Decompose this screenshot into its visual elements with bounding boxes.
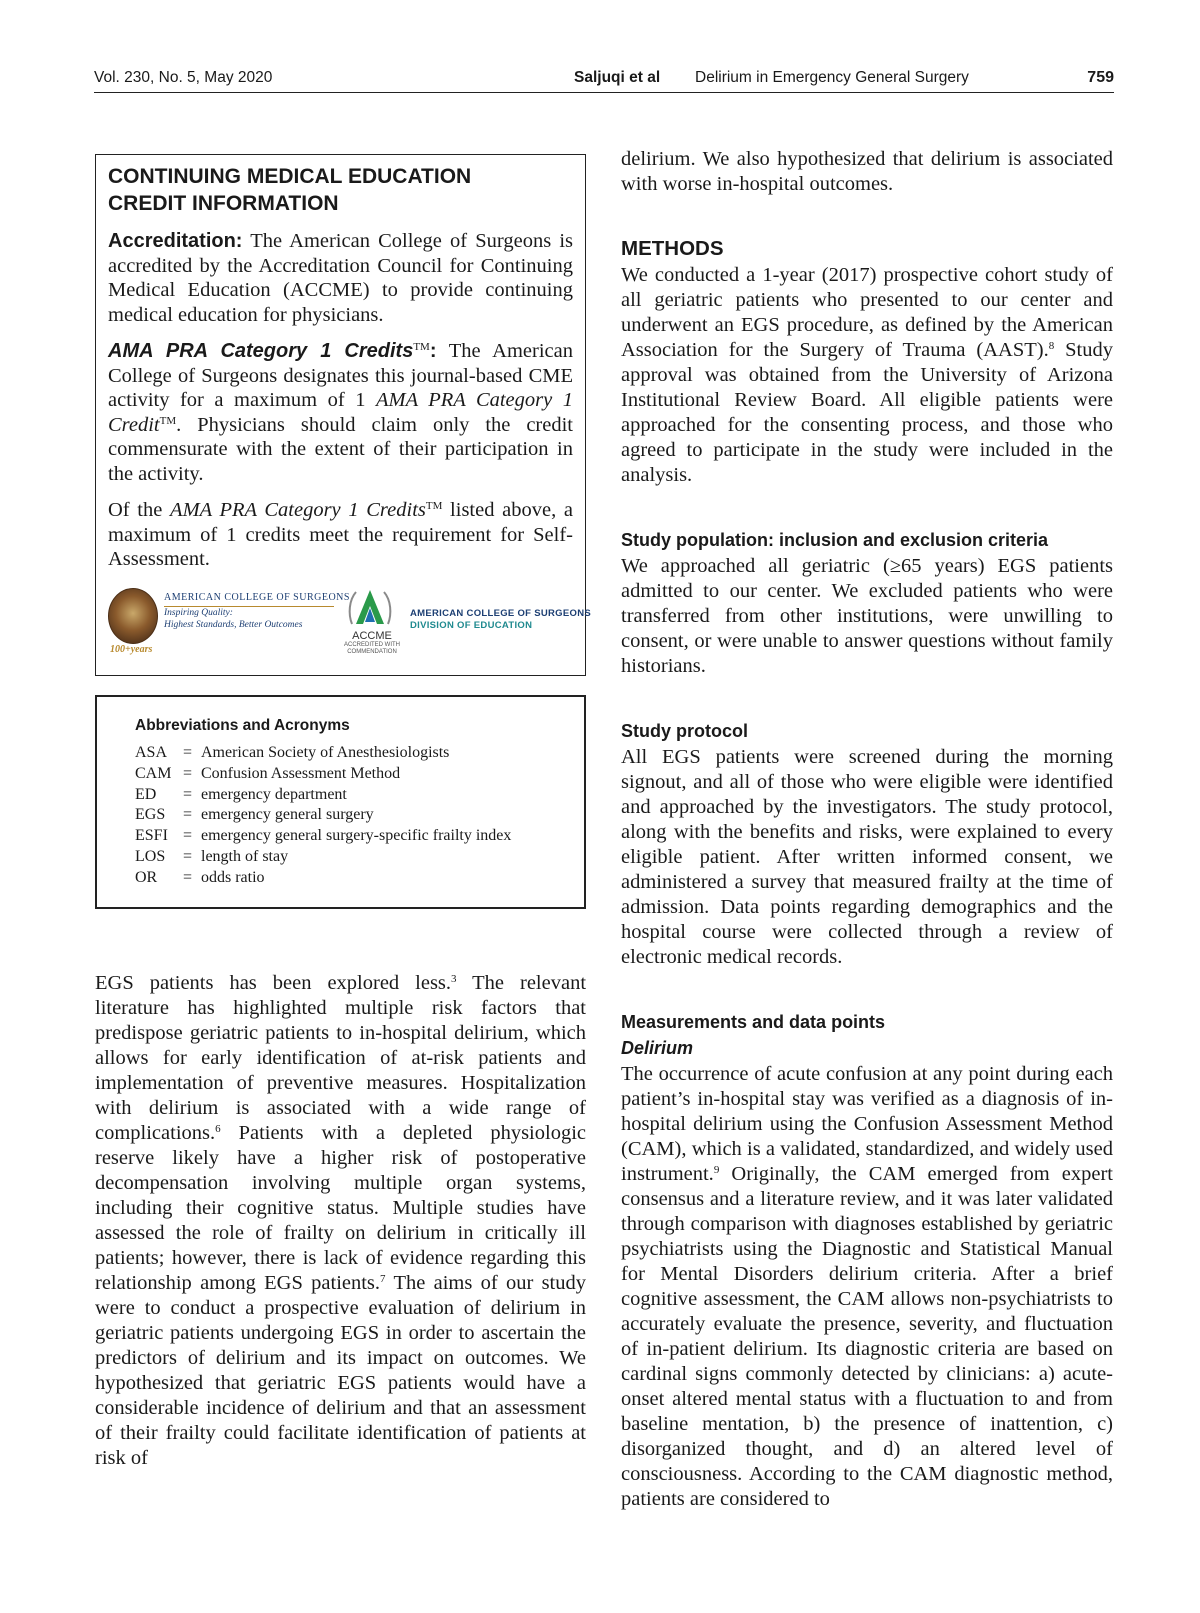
- cme-credit-box: [95, 154, 591, 676]
- abbreviation-row: [135, 743, 584, 764]
- abbreviation-equals: =: [183, 806, 193, 824]
- ama-text-tm: TM: [159, 414, 177, 427]
- left-column: [95, 971, 586, 1471]
- abbreviation-key: ED: [135, 785, 157, 803]
- citation-6[interactable]: 6: [215, 1123, 221, 1135]
- cme-title: [108, 163, 573, 217]
- abbreviation-row: [135, 847, 584, 868]
- page-number: 759: [1087, 69, 1114, 86]
- acs-name: AMERICAN COLLEGE OF SURGEONS: [164, 591, 350, 603]
- methods-text-b: Study approval was obtained from the University of Arizona Institutional Review Board. All eligible patients were approached for the consenting process, and those who agreed to participate in the study were included in the analysis.: [621, 339, 1113, 486]
- delirium-heading: Delirium: [621, 1038, 694, 1058]
- abbreviation-equals: =: [183, 764, 193, 782]
- ama-lead-tm: TM: [413, 341, 430, 353]
- study-protocol-heading: Study protocol: [621, 721, 748, 741]
- hypothesis-paragraph: delirium. We also hypothesized that delirium is associated with worse in-hospital outcomes.: [621, 148, 1113, 195]
- methods-text-a: We conducted a 1-year (2017) prospective cohort study of all geriatric patients who presented to our center and underwent an EGS procedure, as defined by the American Association for the Surgery of Trauma (AAST).: [621, 264, 1113, 361]
- measurements-heading: Measurements and data points: [621, 1012, 886, 1032]
- division-line-1: AMERICAN COLLEGE OF SURGEONS: [410, 607, 591, 619]
- citation-8[interactable]: 8: [1048, 340, 1055, 352]
- delirium-paragraph: [621, 1062, 1113, 1512]
- intro-text-a: EGS patients has been explored less.: [95, 972, 452, 994]
- self-text-a: Of the: [108, 499, 171, 521]
- running-authors: Saljuqi et al: [574, 69, 661, 86]
- self-assessment-paragraph: [108, 498, 573, 572]
- ama-lead: AMA PRA Category 1 Credits: [108, 340, 414, 362]
- abbreviation-equals: =: [183, 847, 193, 865]
- intro-text-b: The relevant literature has highlighted multiple risk factors that predispose geriatric patients to in-hospital delirium, which allows for early identification of at-risk patients and implementation of preventive measures. Hospitalization with delirium is associated with a wide range of complications.: [95, 972, 587, 1144]
- intro-paragraph: [95, 971, 586, 1471]
- cme-title-line1: CONTINUING MEDICAL EDUCATION: [108, 165, 472, 188]
- abbreviations-title: Abbreviations and Acronyms: [135, 717, 350, 734]
- acs-seal-icon: [108, 588, 158, 644]
- abbreviation-key: ESFI: [135, 827, 168, 845]
- abbreviation-row: [135, 764, 584, 785]
- abbreviation-equals: =: [183, 868, 193, 886]
- accme-commendation: ACCREDITED WITH COMMENDATION: [344, 641, 400, 655]
- acs-years-label: 100+years: [110, 643, 153, 655]
- accreditation-text: The American College of Surgeons is accredited by the Accreditation Council for Continuing Medical Education (ACCME) to provide continuing medical education for physicians.: [108, 230, 573, 326]
- accme-logo-icon: [346, 584, 394, 634]
- study-protocol-paragraph: All EGS patients were screened during the morning signout, and all of those who were eligible were identified and approached by the investigators. The study protocol, along with the benefits and risks, were explained to every eligible patient. After written informed consent, we administered a survey that measured frailty at the time of admission. Data points regarding demographics and the hospital course were collected through a review of electronic medical records.: [621, 746, 1113, 968]
- accme-wordmark: ACCME: [352, 629, 392, 642]
- accreditation-paragraph: [108, 229, 573, 327]
- self-text-italic: AMA PRA Category 1 Credits: [170, 499, 426, 521]
- study-population-paragraph: We approached all geriatric (≥65 years) EGS patients admitted to our center. We excluded patients who were transferred from other institutions, were unwilling to consent, or were unable to answer questions without family historians.: [621, 555, 1113, 677]
- ama-text-b: . Physicians should claim only the credit commensurate with the extent of their participation in the activity.: [108, 413, 573, 485]
- running-title: Delirium in Emergency General Surgery: [695, 69, 969, 86]
- ama-text-a: The American College of Surgeons designates this journal-based CME activity for a maximum of 1: [108, 340, 573, 411]
- abbreviations-box: [95, 695, 586, 909]
- citation-7[interactable]: 7: [380, 1273, 386, 1285]
- cme-title-line2: CREDIT INFORMATION: [108, 192, 339, 215]
- abbreviation-equals: =: [183, 827, 193, 845]
- acs-divider: [164, 606, 334, 607]
- abbreviation-meaning: emergency general surgery-specific frailty index: [201, 827, 512, 845]
- ama-text-italic: AMA PRA Category 1 Credit: [108, 389, 573, 436]
- acs-tagline-2: Highest Standards, Better Outcomes: [164, 619, 303, 630]
- delirium-text-b: Originally, the CAM emerged from expert consensus and a literature review, and it was later validated through comparison with diagnoses established by geriatric psychiatrists using the Diagnostic and Statistical Manual for Mental Disorders delirium criteria. After a brief cognitive assessment, the CAM allows non-psychiatrists to accurately evaluate the presence, severity, and fluctuation of in-patient delirium. Its diagnostic criteria are based on cardinal signs commonly detected by clinicians: a) acute-onset altered mental status with a fluctuation to and from baseline mentation, b) the presence of inattention, c) disorganized thought, and d) an altered level of consciousness. According to the CAM diagnostic method, patients are considered to: [621, 1163, 1113, 1510]
- self-text-tm: TM: [425, 500, 443, 512]
- abbreviation-meaning: length of stay: [201, 847, 289, 865]
- abbreviation-key: ASA: [135, 744, 168, 761]
- abbreviation-equals: =: [183, 744, 193, 761]
- accreditation-lead: Accreditation:: [108, 230, 243, 252]
- self-text-b: listed above, a maximum of 1 credits meet the requirement for Self-Assessment.: [108, 499, 573, 570]
- abbreviation-meaning: emergency general surgery: [201, 806, 374, 824]
- ama-credits-paragraph: [108, 339, 573, 486]
- abbreviation-row: [135, 805, 584, 826]
- abbreviation-row: [135, 826, 584, 847]
- citation-3[interactable]: 3: [451, 973, 457, 985]
- study-population-heading: Study population: inclusion and exclusion criteria: [621, 530, 1049, 550]
- intro-text-d: The aims of our study were to conduct a prospective evaluation of delirium in geriatric patients undergoing EGS in order to ascertain the predictors of delirium and its impact on outcomes. We hypothesized that geriatric EGS patients would have a considerable incidence of delirium and that an assessment of their frailty could facilitate identification of patients at risk of: [95, 1272, 586, 1469]
- ama-lead-colon: :: [429, 340, 437, 362]
- abbreviation-meaning: emergency department: [201, 785, 347, 803]
- delirium-text-a: The occurrence of acute confusion at any point during each patient’s in-hospital stay was verified as a diagnosis of in-hospital delirium using the Confusion Assessment Method (CAM), which is a validated, standardized, and widely used instrument.: [621, 1063, 1113, 1185]
- abbreviation-key: OR: [135, 868, 158, 886]
- running-header: [94, 66, 1114, 93]
- abbreviation-meaning: Confusion Assessment Method: [201, 764, 401, 782]
- abbreviation-meaning: odds ratio: [201, 868, 265, 886]
- abbreviation-key: CAM: [135, 764, 172, 782]
- abbreviation-row: [135, 868, 584, 889]
- methods-paragraph: [621, 263, 1113, 488]
- accreditation-logos: [108, 584, 591, 664]
- intro-text-c: Patients with a depleted physiologic reserve likely have a higher risk of postoperative decompensation involving multiple organ systems, including their cognitive status. Multiple studies have assessed the role of frailty on delirium in critically ill patients; however, there is lack of evidence regarding this relationship among EGS patients.: [95, 1122, 586, 1294]
- abbreviation-key: EGS: [135, 806, 166, 824]
- acs-tagline-1: Inspiring Quality:: [164, 607, 233, 618]
- citation-9[interactable]: 9: [713, 1164, 720, 1176]
- abbreviation-meaning: American Society of Anesthesiologists: [201, 744, 450, 761]
- methods-heading: METHODS: [621, 237, 724, 260]
- right-column: [621, 147, 1113, 1512]
- division-line-2: DIVISION OF EDUCATION: [410, 619, 533, 631]
- abbreviation-row: [135, 785, 584, 806]
- journal-volume: Vol. 230, No. 5, May 2020: [94, 69, 273, 86]
- abbreviation-key: LOS: [135, 847, 166, 865]
- abbreviation-equals: =: [183, 785, 193, 803]
